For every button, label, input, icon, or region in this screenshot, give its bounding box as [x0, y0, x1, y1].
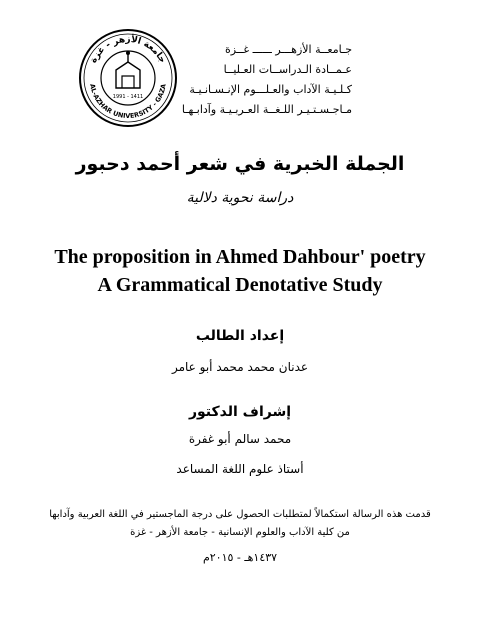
university-seal-icon	[78, 28, 178, 128]
thesis-title-arabic: الجملة الخبرية في شعر أحمد دحبور	[75, 153, 405, 175]
svg-text:AL-AZHAR UNIVERSITY - GAZA	[88, 83, 168, 120]
student-name: عدنان محمد محمد أبو عامر	[171, 360, 309, 374]
prepared-by-label: إعداد الطالب	[195, 328, 285, 344]
submission-line-1: قدمت هذه الرسالة استكمالاً لمتطلبات الحصول على درجة الماجستير في اللغة العربية وآدابها	[49, 509, 431, 520]
seal-bottom-text: AL-AZHAR UNIVERSITY - GAZA	[88, 83, 168, 121]
submission-line-2: من كلية الآداب والعلوم الإنسانية - جامعة الأزهر - غزة	[130, 527, 350, 538]
institution-header	[182, 40, 352, 120]
supervisor-label: إشراف الدكتور	[188, 404, 292, 420]
seal-top-text: جامعة الأزهر - غزة	[88, 34, 168, 65]
title-english-line-1: The proposition in Ahmed Dahbour' poetry	[54, 246, 426, 268]
supervisor-title: أستاذ علوم اللغة المساعد	[176, 462, 304, 476]
submission-date: ١٤٣٧هـ - ٢٠١٥م	[202, 551, 278, 564]
seal-years: 1991 - 1411	[112, 94, 144, 100]
header-line-program: مـاجـسـتـيـر اللـغــة العـربـيـة وآدابـهـا	[181, 103, 352, 116]
header-line-university: جـامعــة الأزهـــر ــــــ غــزة	[225, 43, 352, 56]
header-line-faculty: كـلـيـة الآداب والعـلـــوم الإنـسـانـيـة	[189, 83, 352, 96]
thesis-subtitle-arabic: دراسة نحوية دلالية	[186, 190, 294, 206]
header-line-deanship: عـمــادة الـدراســات العـليــا	[223, 63, 352, 76]
submission-statement	[0, 506, 480, 542]
thesis-title-english	[0, 243, 480, 299]
title-english-line-2: A Grammatical Denotative Study	[97, 274, 383, 296]
supervisor-name: محمد سالم أبو غفرة	[188, 432, 292, 446]
